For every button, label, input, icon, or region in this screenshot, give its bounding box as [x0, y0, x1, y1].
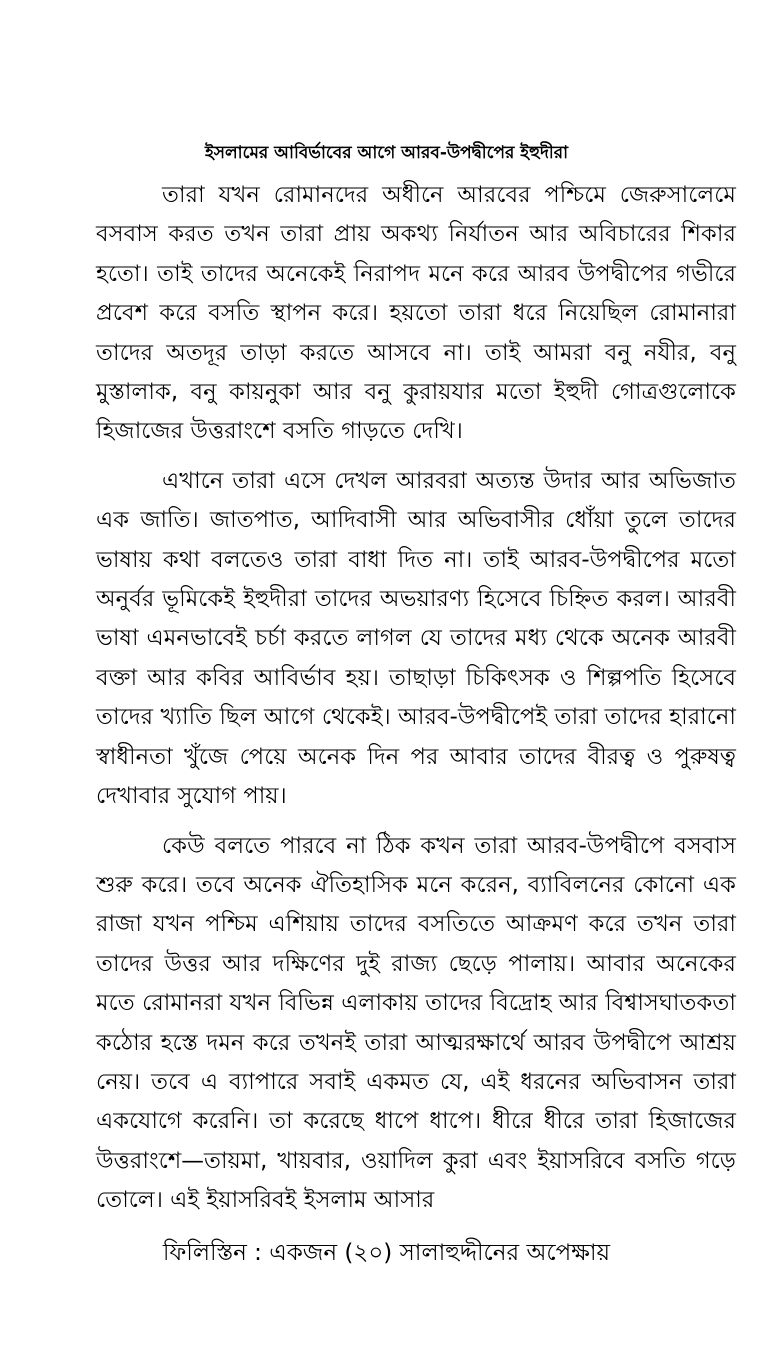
paragraph-1: তারা যখন রোমানদের অধীনে আরবের পশ্চিমে জেরুসালেমে বসবাস করত তখন তারা প্রায় অকথ্য নির্যাতন আর অবিচারের শিকার হতো। তাই তাদের অনেকেই নিরাপদ মনে করে আরব উপদ্বীপের গভীরে প্রবেশ করে বসতি স্থাপন করে। হয়তো তারা ধরে নিয়েছিল রোমানারা তাদের অতদূর তাড়া করতে আসবে না। তাই আমরা বনু নযীর, বনু মুস্তালাক, বনু কায়নুকা আর বনু কুরায়যার মতো ইহুদী গোত্রগুলোকে হিজাজের উত্তরাংশে বসতি গাড়তে দেখি। — [96, 182, 736, 445]
page-title: ইসলামের আবির্ভাবের আগে আরব-উপদ্বীপের ইহুদীরা — [204, 143, 569, 163]
page-footer: ফিলিস্তিন : একজন (২০) সালাহুদ্দীনের অপেক্ষায় — [162, 1240, 611, 1266]
paragraph-2: এখানে তারা এসে দেখল আরবরা অত্যন্ত উদার আর অভিজাত এক জাতি। জাতপাত, আদিবাসী আর অভিবাসীর ধোঁয়া তুলে তাদের ভাষায় কথা বলতেও তারা বাধা দিত না। তাই আরব-উপদ্বীপের মতো অনুর্বর ভূমিকেই ইহুদীরা তাদের অভয়ারণ্য হিসেবে চিহ্নিত করল। আরবী ভাষা এমনভাবেই চর্চা করতে লাগল যে তাদের মধ্য থেকে অনেক আরবী বক্তা আর কবির আবির্ভাব হয়। তাছাড়া চিকিৎসক ও শিল্পপতি হিসেবে তাদের খ্যাতি ছিল আগে থেকেই। আরব-উপদ্বীপেই তারা তাদের হারানো স্বাধীনতা খুঁজে পেয়ে অনেক দিন পর আবার তাদের বীরত্ব ও পুরুষত্ব দেখাবার সুযোগ পায়। — [96, 467, 736, 810]
body-text — [96, 176, 736, 1221]
paragraph-3: কেউ বলতে পারবে না ঠিক কখন তারা আরব-উপদ্বীপে বসবাস শুরু করে। তবে অনেক ঐতিহাসিক মনে করেন, ব্যাবিলনের কোনো এক রাজা যখন পশ্চিম এশিয়ায় তাদের বসতিতে আক্রমণ করে তখন তারা তাদের উত্তর আর দক্ষিণের দুই রাজ্য ছেড়ে পালায়। আবার অনেকের মতে রোমানরা যখন বিভিন্ন এলাকায় তাদের বিদ্রোহ আর বিশ্বাসঘাতকতা কঠোর হস্তে দমন করে তখনই তারা আত্মরক্ষার্থে আরব উপদ্বীপে আশ্রয় নেয়। তবে এ ব্যাপারে সবাই একমত যে, এই ধরনের অভিবাসন তারা একযোগে করেনি। তা করেছে ধাপে ধাপে। ধীরে ধীরে তারা হিজাজের উত্তরাংশে—তায়মা, খায়বার, ওয়াদিল কুরা এবং ইয়াসরিবে বসতি গড়ে তোলে। এই ইয়াসরিবই ইসলাম আসার — [96, 832, 736, 1214]
